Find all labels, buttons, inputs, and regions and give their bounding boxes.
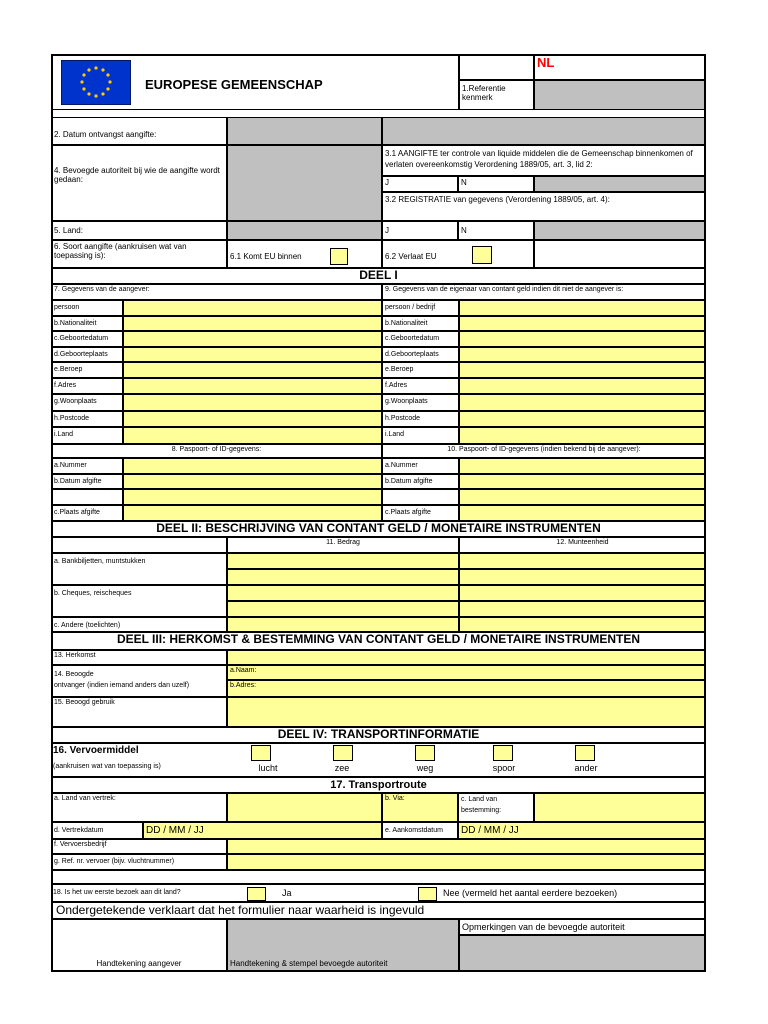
country-field[interactable] xyxy=(227,221,382,240)
first-visit-no-checkbox[interactable] xyxy=(418,887,437,901)
recipient-label-line1: 14. Beoogde xyxy=(54,671,94,678)
declarant-row-label: h.Postcode xyxy=(51,411,123,427)
passport-left-label: a.Nummer xyxy=(51,458,123,474)
owner-row-field[interactable] xyxy=(459,347,706,362)
passport-right-field[interactable] xyxy=(459,505,706,521)
arrival-date-field[interactable]: DD / MM / JJ xyxy=(458,822,706,839)
other-label: c. Andere (toelichten) xyxy=(51,617,227,632)
enter-eu-checkbox[interactable] xyxy=(330,248,348,265)
registration-32-field[interactable] xyxy=(534,221,706,240)
carrier-field[interactable] xyxy=(227,839,706,854)
currency-field[interactable] xyxy=(459,553,706,569)
leave-eu-label: 6.2 Verlaat EU xyxy=(382,240,534,268)
currency-header: 12. Munteenheid xyxy=(459,537,706,553)
part4-title: DEEL IV: TRANSPORTINFORMATIE xyxy=(51,727,706,743)
passport-right-label: c.Plaats afgifte xyxy=(382,505,459,521)
origin-label: 13. Herkomst xyxy=(51,650,227,665)
owner-row-field[interactable] xyxy=(459,362,706,378)
passport-left-label: c.Plaats afgifte xyxy=(51,505,123,521)
currency-field[interactable] xyxy=(459,617,706,632)
mode-zee-label: zee xyxy=(334,763,350,773)
date-received-label: 2. Datum ontvangst aangifte: xyxy=(51,117,227,145)
mode-lucht-label: lucht xyxy=(258,763,278,773)
country-label: 5. Land: xyxy=(51,221,227,240)
carrier-label: f. Vervoersbedrijf xyxy=(51,839,227,854)
declaration-statement: Ondergetekende verklaart dat het formulier naar waarheid is ingevuld xyxy=(51,902,706,919)
declarant-row-label: g.Woonplaats xyxy=(51,394,123,411)
transport-means-hint: (aankruisen wat van toepassing is) xyxy=(53,763,161,770)
recipient-name-field[interactable]: a.Naam: xyxy=(227,665,706,680)
owner-row-field[interactable] xyxy=(459,300,706,316)
declarant-row-label: persoon xyxy=(51,300,123,316)
destination-country-field[interactable] xyxy=(534,793,706,822)
registration-32-no-label: N xyxy=(458,221,534,240)
owner-row-field[interactable] xyxy=(459,316,706,331)
owner-row-label: i.Land xyxy=(382,427,459,444)
owner-row-field[interactable] xyxy=(459,427,706,444)
departure-date-label: d. Vertrekdatum xyxy=(51,822,143,839)
transport-ref-label: g. Ref. nr. vervoer (bijv. vluchtnummer) xyxy=(51,854,227,870)
declarant-row-label: i.Land xyxy=(51,427,123,444)
owner-row-label: persoon / bedrijf xyxy=(382,300,459,316)
eu-flag-icon xyxy=(61,60,131,105)
part2-header-spacer xyxy=(51,537,227,553)
passport-right-field[interactable] xyxy=(459,489,706,505)
owner-row-label: f.Adres xyxy=(382,378,459,394)
declarant-row-field[interactable] xyxy=(123,331,382,347)
first-visit-yes-checkbox[interactable] xyxy=(247,887,266,901)
part3-title: DEEL III: HERKOMST & BESTEMMING VAN CONTANT GELD / MONETAIRE INSTRUMENTEN xyxy=(51,632,706,650)
reference-field[interactable] xyxy=(534,80,706,110)
registration-32-label: 3.2 REGISTRATIE van gegevens (Verordening 1889/05, art. 4): xyxy=(382,192,706,221)
owner-header: 9. Gegevens van de eigenaar van contant geld indien dit niet de aangever is: xyxy=(382,284,706,300)
owner-row-field[interactable] xyxy=(459,411,706,427)
declarant-row-field[interactable] xyxy=(123,378,382,394)
departure-country-field[interactable] xyxy=(227,793,382,822)
passport-left-field[interactable] xyxy=(123,474,382,489)
declarant-row-field[interactable] xyxy=(123,316,382,331)
banknotes-label: a. Bankbiljetten, muntstukken xyxy=(51,553,227,585)
route-title: 17. Transportroute xyxy=(51,777,706,793)
currency-field[interactable] xyxy=(459,601,706,617)
passport-right-label xyxy=(382,489,459,505)
first-visit-label: 18. Is het uw eerste bezoek aan dit land? xyxy=(53,889,181,896)
declarant-row-label: c.Geboortedatum xyxy=(51,331,123,347)
owner-row-label: b.Nationaliteit xyxy=(382,316,459,331)
owner-row-field[interactable] xyxy=(459,394,706,411)
arrival-date-label: e. Aankomstdatum xyxy=(382,822,458,839)
declarant-row-label: e.Beroep xyxy=(51,362,123,378)
passport-left-field[interactable] xyxy=(123,458,382,474)
amount-field[interactable] xyxy=(227,601,459,617)
amount-field[interactable] xyxy=(227,617,459,632)
passport-left-field[interactable] xyxy=(123,505,382,521)
enter-eu-label: 6.1 Komt EU binnen xyxy=(227,240,382,268)
departure-country-label: a. Land van vertrek: xyxy=(51,793,227,822)
currency-field[interactable] xyxy=(459,585,706,601)
passport-right-label: a.Nummer xyxy=(382,458,459,474)
passport-left-field[interactable] xyxy=(123,489,382,505)
declarant-header: 7. Gegevens van de aangever: xyxy=(51,284,382,300)
via-field[interactable]: b. Via: xyxy=(382,793,458,822)
owner-row-label: h.Postcode xyxy=(382,411,459,427)
owner-row-label: g.Woonplaats xyxy=(382,394,459,411)
currency-field[interactable] xyxy=(459,569,706,585)
authority-signature[interactable]: Handtekening & stempel bevoegde autoriteit xyxy=(227,919,459,972)
leave-eu-checkbox[interactable] xyxy=(472,246,492,264)
mode-spoor-checkbox[interactable] xyxy=(493,745,513,761)
transport-ref-field[interactable] xyxy=(227,854,706,870)
declarant-row-field[interactable] xyxy=(123,394,382,411)
recipient-label xyxy=(51,665,227,697)
remarks-field[interactable] xyxy=(459,935,706,972)
registration-32-yes-label: J xyxy=(382,221,458,240)
amount-header: 11. Bedrag xyxy=(227,537,459,553)
declarant-row-label: d.Geboorteplaats xyxy=(51,347,123,362)
owner-row-label: e.Beroep xyxy=(382,362,459,378)
authority-label: 4. Bevoegde autoriteit bij wie de aangifte wordt gedaan: xyxy=(51,145,227,221)
mode-weg-label: weg xyxy=(416,763,434,773)
origin-field[interactable] xyxy=(227,650,706,665)
authority-field[interactable] xyxy=(227,145,382,221)
mode-zee-checkbox[interactable] xyxy=(333,745,353,761)
declaration-type-label: 6. Soort aangifte (aankruisen wat van toepassing is): xyxy=(51,240,227,268)
declarant-signature[interactable]: Handtekening aangever xyxy=(51,919,227,972)
mode-lucht-checkbox[interactable] xyxy=(251,745,271,761)
owner-row-field[interactable] xyxy=(459,331,706,347)
declarant-row-label: f.Adres xyxy=(51,378,123,394)
recipient-label-line2: ontvanger (indien iemand anders dan uzelf) xyxy=(54,682,190,690)
cheques-label: b. Cheques, reischeques xyxy=(51,585,227,617)
passport-right-header: 10. Paspoort- of ID-gegevens (indien bekend bij de aangever): xyxy=(382,444,706,458)
owner-row-label: d.Geboorteplaats xyxy=(382,347,459,362)
declaration-31-label: 3.1 AANGIFTE ter controle van liquide middelen die de Gemeenschap binnenkomen of verlaten overeenkomstig Verordening 1889/05, art. 3, lid 2: xyxy=(382,145,706,176)
declarant-row-field[interactable] xyxy=(123,362,382,378)
declarant-row-field[interactable] xyxy=(123,300,382,316)
declarant-row-field[interactable] xyxy=(123,411,382,427)
form-title: EUROPESE GEMEENSCHAP xyxy=(145,78,323,92)
amount-field[interactable] xyxy=(227,553,459,569)
amount-field[interactable] xyxy=(227,569,459,585)
part1-title: DEEL I xyxy=(51,268,706,284)
declaration-31-field[interactable] xyxy=(534,176,706,192)
use-field[interactable] xyxy=(227,697,706,727)
transport-means-label: 16. Vervoermiddel xyxy=(53,745,139,756)
departure-date-field[interactable]: DD / MM / JJ xyxy=(143,822,382,839)
date-received-field[interactable] xyxy=(227,117,382,145)
passport-left-header: 8. Paspoort- of ID-gegevens: xyxy=(51,444,382,458)
amount-field[interactable] xyxy=(227,585,459,601)
declarant-row-label: b.Nationaliteit xyxy=(51,316,123,331)
passport-right-field[interactable] xyxy=(459,474,706,489)
declaration-31-yes-label: J xyxy=(382,176,458,192)
mode-weg-checkbox[interactable] xyxy=(415,745,435,761)
declarant-row-field[interactable] xyxy=(123,427,382,444)
use-label: 15. Beoogd gebruik xyxy=(51,697,227,727)
declaration-31-no-label: N xyxy=(458,176,534,192)
recipient-address-field[interactable]: b.Adres: xyxy=(227,680,706,697)
reference-label: 1.Referentie kenmerk xyxy=(459,80,534,110)
mode-spoor-label: spoor xyxy=(492,763,516,773)
remarks-label: Opmerkingen van de bevoegde autoriteit xyxy=(459,919,706,935)
country-code: NL xyxy=(534,54,706,80)
owner-row-field[interactable] xyxy=(459,378,706,394)
mode-ander-label: ander xyxy=(574,763,598,773)
type-spacer xyxy=(534,240,706,268)
passport-right-field[interactable] xyxy=(459,458,706,474)
first-visit-yes-label: Ja xyxy=(282,888,292,898)
owner-row-label: c.Geboortedatum xyxy=(382,331,459,347)
part2-title: DEEL II: BESCHRIJVING VAN CONTANT GELD / MONETAIRE INSTRUMENTEN xyxy=(51,521,706,537)
top-right-grey xyxy=(382,117,706,145)
first-visit-no-label: Nee (vermeld het aantal eerdere bezoeken) xyxy=(443,888,618,898)
passport-right-label: b.Datum afgifte xyxy=(382,474,459,489)
passport-left-label xyxy=(51,489,123,505)
mode-ander-checkbox[interactable] xyxy=(575,745,595,761)
destination-country-label: c. Land van bestemming: xyxy=(458,793,534,822)
country-spacer xyxy=(459,54,534,80)
passport-left-label: b.Datum afgifte xyxy=(51,474,123,489)
declarant-row-field[interactable] xyxy=(123,347,382,362)
footer-spacer xyxy=(51,870,706,884)
